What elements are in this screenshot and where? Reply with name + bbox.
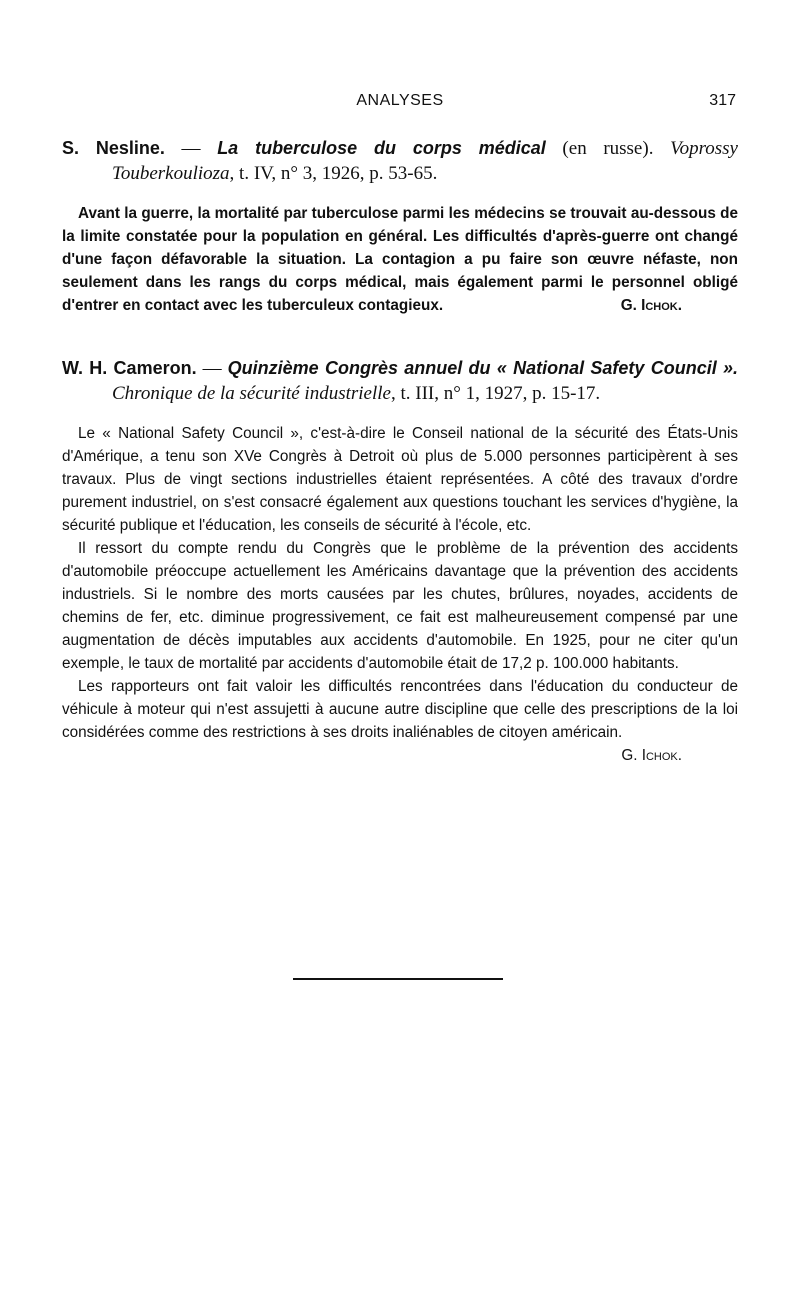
- review-citation: , t. IV, n° 3, 1926, p. 53-65.: [229, 163, 438, 184]
- paragraph-text: Les rapporteurs ont fait valoir les difficultés rencontrées dans l'éducation du conducteur de véhicule à moteur qui n'est assujetti à aucune autre discipline que celle des prescriptions de la loi considérées comme des restrictions à ses droits inaliénables de citoyen américain.: [62, 678, 738, 741]
- review-journal: Chronique de la sécurité industrielle: [112, 383, 391, 404]
- review-citation: , t. III, n° 1, 1927, p. 15-17.: [390, 383, 601, 404]
- review-title: La tuberculose du corps médical: [217, 138, 546, 158]
- heading-dash: —: [196, 358, 228, 379]
- review-title: Quinzième Congrès annuel du « National Safety Council ».: [227, 358, 738, 378]
- page-number: 317: [709, 92, 736, 109]
- review-author: W. H. Cameron.: [62, 358, 197, 378]
- section-divider: [293, 978, 503, 980]
- review-note: (en russe).: [545, 138, 671, 159]
- review-paragraph: [62, 202, 738, 317]
- review-paragraph: Le « National Safety Council », c'est-à-dire le Conseil national de la sécurité des États-Unis d'Amérique, a tenu son XVe Congrès à Detroit où plus de 5.000 personnes participèrent à ses travaux. Plus de vingt sections industrielles étaient représentées. A côté des travaux d'ordre purement industriel, on s'est consacré également aux questions touchant les services d'hygiène, la sécurité publique et l'éducation, les conseils de sécurité à l'école, etc.: [62, 425, 738, 534]
- review-cameron: [62, 356, 738, 767]
- review-author: S. Nesline.: [62, 138, 165, 158]
- review-journal: Voprossy Touberkoulioza: [112, 138, 738, 184]
- review-nesline: [62, 136, 738, 317]
- review-heading: [62, 136, 738, 186]
- review-signature: G. Ichok.: [621, 747, 682, 764]
- running-header: [62, 92, 738, 116]
- review-paragraph: [62, 675, 738, 764]
- review-heading: [62, 356, 738, 406]
- review-paragraph: Il ressort du compte rendu du Congrès que le problème de la prévention des accidents d'automobile préoccupe actuellement les Américains davantage que la prévention des accidents industriels. Si le nombre des morts causées par les chutes, brûlures, noyades, accidents de chemins de fer, etc. diminue progressivement, ce fait est malheureusement compensé par une augmentation de décès imputables aux accidents d'automobile. En 1925, pour ne citer qu'un exemple, le taux de mortalité par accidents d'automobile était de 17,2 p. 100.000 habitants.: [62, 540, 738, 672]
- running-title: ANALYSES: [356, 92, 444, 109]
- review-signature: G. Ichok.: [620, 297, 682, 314]
- heading-dash: —: [164, 138, 218, 159]
- paragraph-text: Avant la guerre, la mortalité par tuberculose parmi les médecins se trouvait au-dessous de la limite constatée pour la population en général. Les difficultés d'après-guerre ont changé d'une façon défavorable la situation. La contagion a pu faire son œuvre néfaste, non seulement dans les rangs du corps médical, mais également parmi le personnel obligé d'entrer en contact avec les tuberculeux contagieux.: [62, 205, 738, 314]
